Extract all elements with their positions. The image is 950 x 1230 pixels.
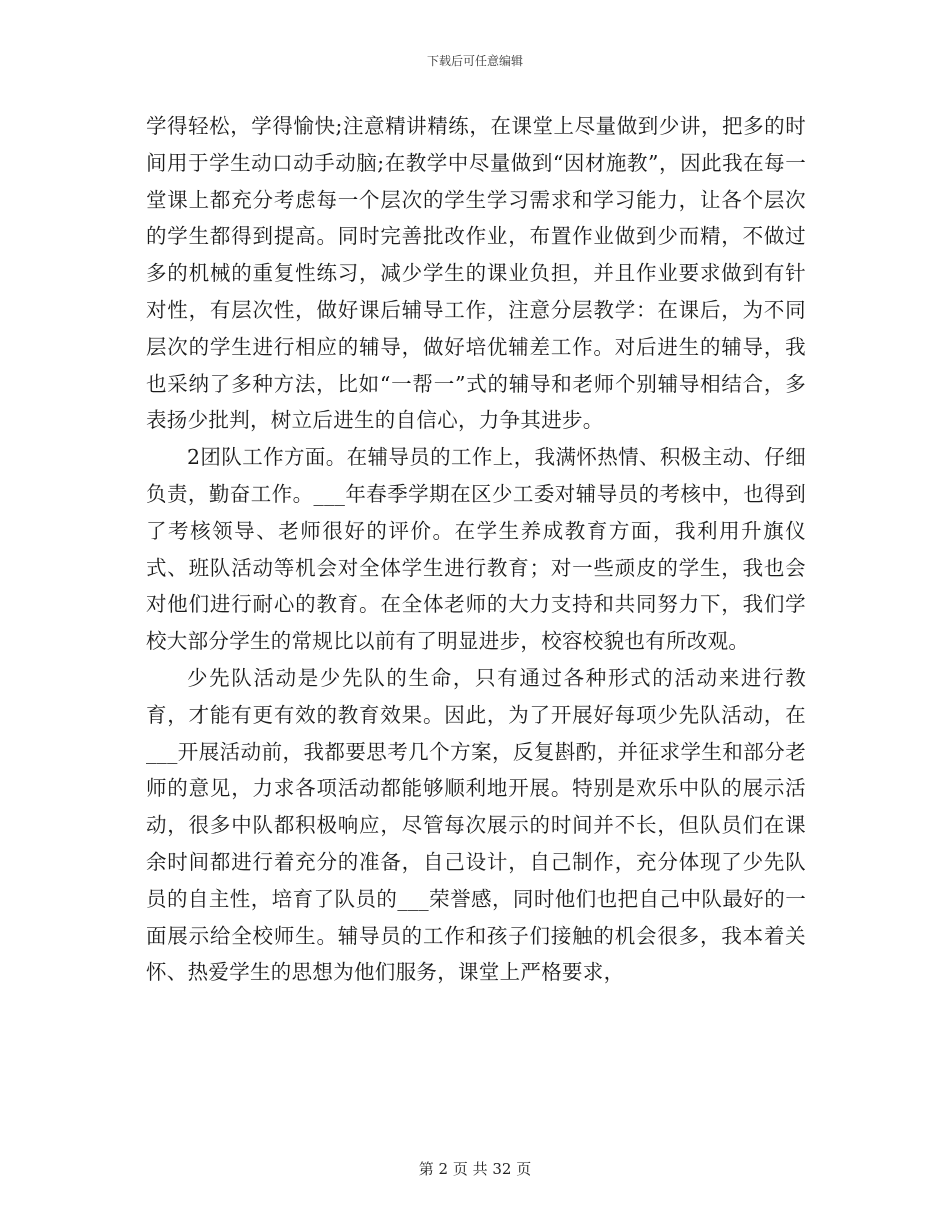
page-header: 下载后可任意编辑 bbox=[426, 54, 523, 68]
paragraph-continuation: 学得轻松，学得愉快;注意精讲精练，在课堂上尽量做到少讲，把多的时间用于学生动口动手动脑;在教学中尽量做到“因材施教”，因此我在每一堂课上都充分考虑每一个层次的学生学习需求和学习能力，让各个层次的学生都得到提高。同时完善批改作业，布置作业做到少而精，不做过多的机械的重复性练习，减少学生的课业负担，并且作业要求做到有针对性，有层次性，做好课后辅导工作，注意分层教学：在课后，为不同层次的学生进行相应的辅导，做好培优辅差工作。对后进生的辅导，我也采纳了多种方法，比如“一帮一”式的辅导和老师个别辅导相结合，多表扬少批判，树立后进生的自信心，力争其进步。 bbox=[146, 114, 806, 433]
page-number: 第 2 页 共 32 页 bbox=[418, 1160, 532, 1178]
paragraph-pioneer-activities: 少先队活动是少先队的生命，只有通过各种形式的活动来进行教育，才能有更有效的教育效果。因此，为了开展好每项少先队活动，在___开展活动前，我都要思考几个方案，反复斟酌，并征求学生和部分老师的意见，力求各项活动都能够顺利地开展。特别是欢乐中队的展示活动，很多中队都积极响应，尽管每次展示的时间并不长，但队员们在课余时间都进行着充分的准备，自己设计，自己制作，充分体现了少先队员的自主性，培育了队员的___荣誉感，同时他们也把自己中队最好的一面展示给全校师生。辅导员的工作和孩子们接触的机会很多，我本着关怀、热爱学生的思想为他们服务，课堂上严格要求， bbox=[146, 665, 806, 985]
document-body bbox=[146, 108, 806, 991]
paragraph-team-work: 2团队工作方面。在辅导员的工作上，我满怀热情、积极主动、仔细负责，勤奋工作。___年春季学期在区少工委对辅导员的考核中，也得到了考核领导、老师很好的评价。在学生养成教育方面，我利用升旗仪式、班队活动等机会对全体学生进行教育；对一些顽皮的学生，我也会对他们进行耐心的教育。在全体老师的大力支持和共同努力下，我们学校大部分学生的常规比以前有了明显进步，校容校貌也有所改观。 bbox=[146, 445, 806, 654]
